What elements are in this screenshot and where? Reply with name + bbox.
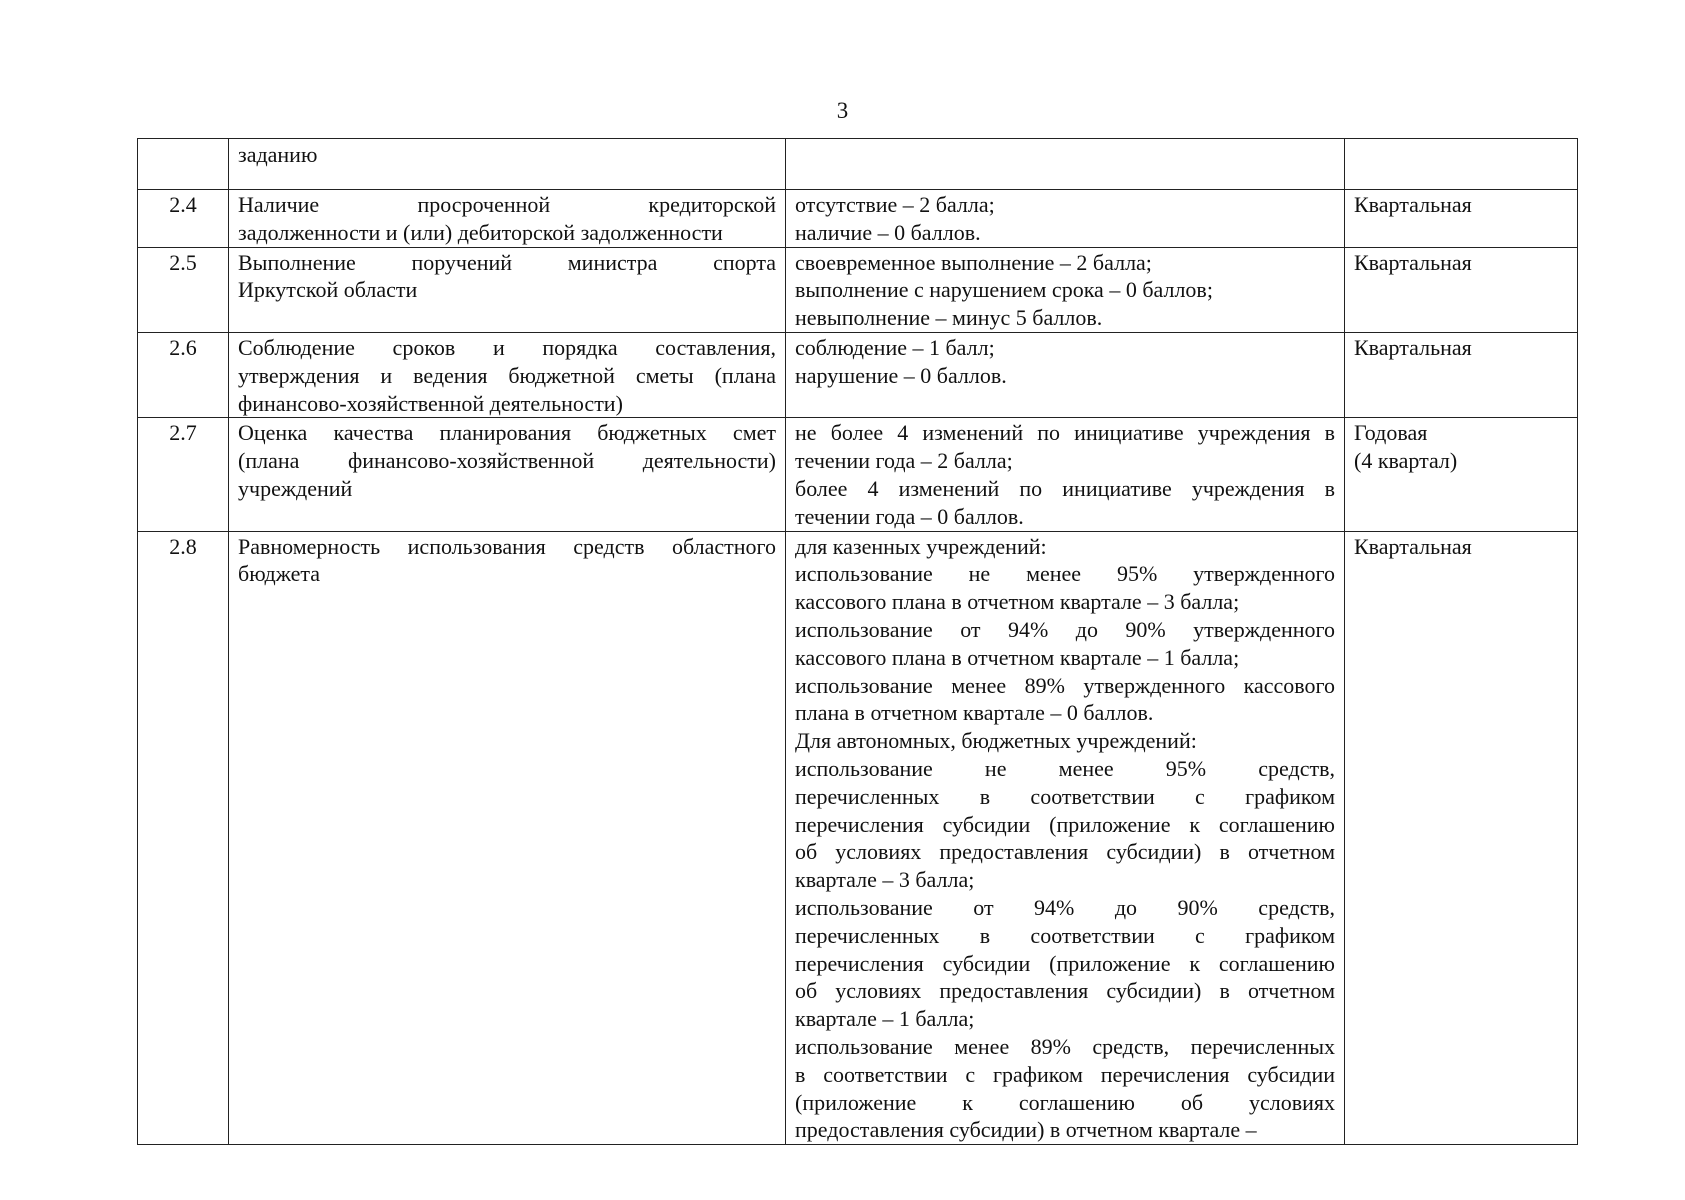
text-line: кассового плана в отчетном квартале – 3 балла; (795, 589, 1240, 615)
text-line: более 4 изменений по инициативе учреждения в (795, 475, 1335, 501)
cell-number: 2.8 (138, 531, 229, 1145)
text-line: Оценка качества планирования бюджетных смет (238, 420, 776, 446)
text-line: не более 4 изменений по инициативе учреждения в (795, 420, 1335, 446)
cell-scoring (786, 531, 1345, 1145)
cell-scoring (786, 332, 1345, 417)
text-line: утверждения и ведения бюджетной сметы (плана (238, 362, 776, 388)
cell-criterion-name: заданию (229, 139, 786, 190)
cell-criterion-name (229, 418, 786, 531)
page-number: 3 (836, 98, 849, 123)
text-line: задолженности и (или) дебиторской задолженности (238, 219, 723, 245)
text-line: кассового плана в отчетном квартале – 1 балла; (795, 644, 1240, 670)
table-row (138, 531, 1578, 1145)
text-line: соблюдение – 1 балл; (795, 334, 995, 360)
text-line: перечисления субсидии (приложение к соглашению (795, 950, 1335, 976)
text-line: учреждений (238, 475, 353, 501)
text-line: течении года – 2 балла; (795, 448, 1013, 474)
table-row (138, 247, 1578, 332)
cell-scoring (786, 139, 1345, 190)
text-line: Наличие просроченной кредиторской (238, 192, 776, 217)
text-line: квартале – 3 балла; (795, 867, 975, 893)
cell-number (138, 139, 229, 190)
text-line: перечисленных в соответствии с графиком (795, 783, 1335, 809)
cell-periodicity (1345, 418, 1578, 531)
text-line: использование менее 89% средств, перечисленных (795, 1033, 1335, 1059)
text-line: об условиях предоставления субсидии) в отчетном (795, 978, 1335, 1004)
text-line: Для автономных, бюджетных учреждений: (795, 728, 1197, 754)
text-line: своевременное выполнение – 2 балла; (795, 249, 1152, 275)
text-line: использование не менее 95% утвержденного (795, 561, 1335, 587)
text-line: квартале – 1 балла; (795, 1006, 975, 1032)
text-line: Равномерность использования средств областного (238, 533, 776, 559)
text-line: течении года – 0 баллов. (795, 503, 1024, 529)
text-line: (приложение к соглашению об условиях (795, 1089, 1335, 1115)
cell-criterion-name (229, 531, 786, 1145)
text-line: (плана финансово-хозяйственной деятельности) (238, 448, 776, 474)
text-line: нарушение – 0 баллов. (795, 362, 1007, 388)
cell-criterion-name (229, 332, 786, 417)
text-line: перечисления субсидии (приложение к соглашению (795, 811, 1335, 837)
criteria-table (137, 138, 1578, 1145)
text-line: Иркутской области (238, 277, 418, 303)
text-line: использование от 94% до 90% утвержденного (795, 616, 1335, 642)
text-line: предоставления субсидии) в отчетном квартале – (795, 1117, 1257, 1143)
cell-scoring (786, 190, 1345, 248)
text-line: финансово-хозяйственной деятельности) (238, 390, 623, 416)
text-line: бюджета (238, 561, 321, 587)
cell-criterion-name (229, 190, 786, 248)
table-row (138, 190, 1578, 248)
cell-periodicity: Квартальная (1345, 247, 1578, 332)
text-line: выполнение с нарушением срока – 0 баллов; (795, 277, 1213, 303)
cell-number: 2.6 (138, 332, 229, 417)
text-line: использование от 94% до 90% средств, (795, 894, 1335, 920)
cell-number: 2.4 (138, 190, 229, 248)
cell-scoring (786, 418, 1345, 531)
text-line: Выполнение поручений министра спорта (238, 249, 776, 275)
text-line: об условиях предоставления субсидии) в отчетном (795, 839, 1335, 865)
table-row (138, 332, 1578, 417)
cell-periodicity (1345, 139, 1578, 190)
table-row-continuation (138, 139, 1578, 190)
cell-periodicity: Квартальная (1345, 332, 1578, 417)
text-line: использование не менее 95% средств, (795, 755, 1335, 781)
text-line: перечисленных в соответствии с графиком (795, 922, 1335, 948)
text-line: невыполнение – минус 5 баллов. (795, 305, 1103, 331)
text-line: в соответствии с графиком перечисления субсидии (795, 1061, 1335, 1087)
text-line: отсутствие – 2 балла; (795, 192, 995, 217)
cell-number: 2.5 (138, 247, 229, 332)
cell-periodicity: Квартальная (1345, 531, 1578, 1145)
table-row (138, 418, 1578, 531)
cell-periodicity: Квартальная (1345, 190, 1578, 248)
text-line: (4 квартал) (1354, 448, 1458, 474)
text-line: Соблюдение сроков и порядка составления, (238, 334, 776, 360)
cell-number: 2.7 (138, 418, 229, 531)
cell-scoring (786, 247, 1345, 332)
cell-criterion-name (229, 247, 786, 332)
text-line: плана в отчетном квартале – 0 баллов. (795, 700, 1154, 726)
text-line: для казенных учреждений: (795, 533, 1047, 559)
text-line: Годовая (1354, 420, 1428, 446)
text-line: использование менее 89% утвержденного кассового (795, 672, 1335, 698)
text-line: наличие – 0 баллов. (795, 219, 981, 245)
